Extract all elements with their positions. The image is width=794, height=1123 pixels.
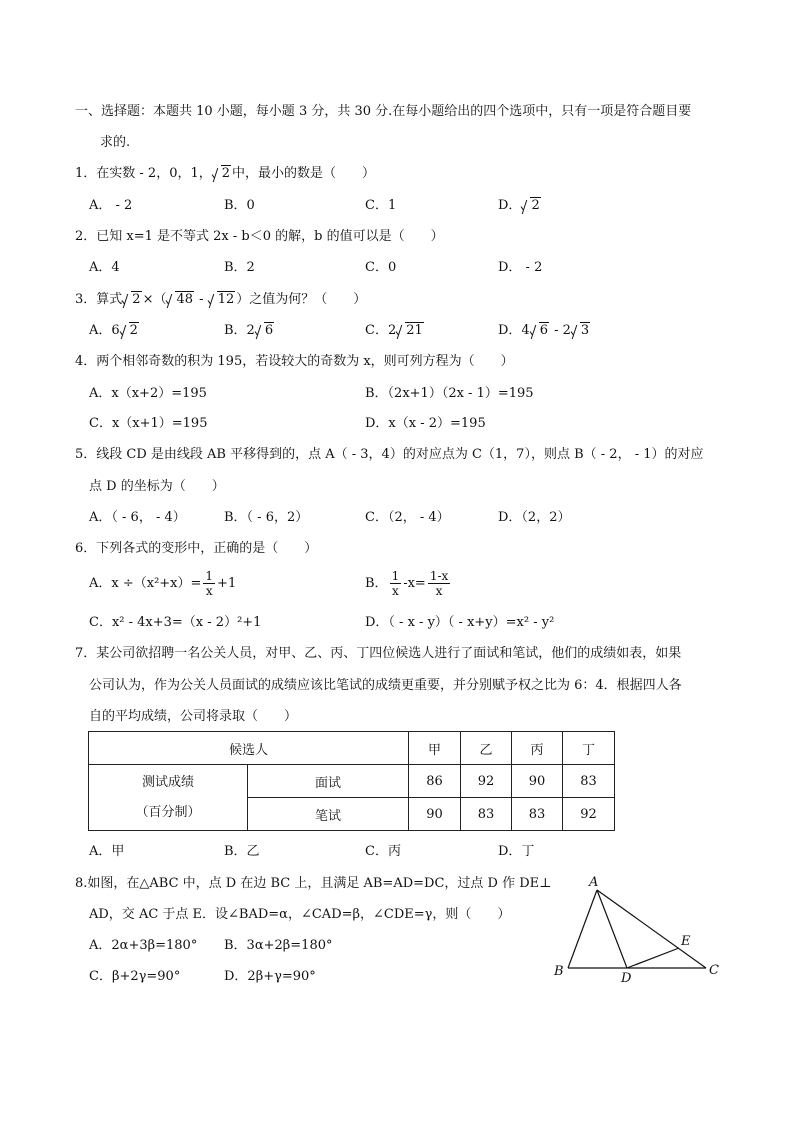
q4-option-c: C．x（x+1）=195 bbox=[89, 416, 208, 431]
q4-option-a: A．x（x+2）=195 bbox=[89, 386, 207, 401]
question-8-stem-line1: 8.如图，在△ABC 中，点 D 在边 BC 上，且满足 AB=AD=DC，过点 D 作 DE⊥ bbox=[75, 876, 552, 891]
question-2-stem: 2．已知 x=1 是不等式 2x - b＜0 的解，b 的值可以是（ ） bbox=[75, 229, 444, 244]
q8-option-c: C．β+2γ=90° bbox=[89, 969, 181, 984]
q1-option-a: A． - 2 bbox=[89, 198, 133, 213]
segment-de bbox=[627, 948, 679, 968]
q8-option-d: D．2β+γ=90° bbox=[224, 969, 316, 984]
q2-option-c: C．0 bbox=[365, 260, 397, 275]
segment-ad bbox=[597, 890, 627, 968]
table-header-cell: 丁 bbox=[563, 732, 615, 765]
q1-stem-text-b: 中，最小的数是（ ） bbox=[232, 166, 376, 181]
scores-table bbox=[88, 731, 615, 831]
label-c: C bbox=[709, 963, 719, 978]
sqrt-symbol: 48 bbox=[166, 291, 194, 309]
table-cell: 86 bbox=[409, 765, 461, 798]
table-cell: 92 bbox=[563, 798, 615, 831]
table-cell: 90 bbox=[512, 765, 563, 798]
q1-option-b: B．0 bbox=[224, 198, 255, 213]
segment-ac bbox=[597, 890, 706, 968]
q6-option-b: B． $\frac{1}{x}$ -x= $\frac{1-x}{x}$ bbox=[365, 569, 449, 598]
table-cell: 83 bbox=[563, 765, 615, 798]
group-label-line2: （百分制） bbox=[135, 804, 201, 820]
q4-option-d: D．x（x - 2）=195 bbox=[365, 416, 486, 431]
label-d: D bbox=[621, 971, 632, 984]
label-e: E bbox=[681, 934, 691, 949]
q7-option-c: C．丙 bbox=[365, 844, 401, 859]
q6-option-c: C．x² - 4x+3=（x - 2）²+1 bbox=[89, 615, 262, 630]
section-header-line2: 求的. bbox=[100, 135, 131, 150]
question-1-stem bbox=[75, 165, 375, 183]
q8-option-b: B．3α+2β=180° bbox=[224, 938, 333, 953]
table-cell: 83 bbox=[512, 798, 563, 831]
q6-option-d: D．（ - x - y）（ - x+y）=x² - y² bbox=[365, 615, 555, 630]
q2-option-d: D． - 2 bbox=[498, 260, 543, 275]
sqrt-symbol: 12 bbox=[208, 291, 236, 309]
q6-option-a: A．x ÷（x²+x）= $\frac{1}{x}$ +1 bbox=[89, 569, 237, 598]
sqrt-symbol: 2 bbox=[122, 291, 141, 309]
q1-option-d: D． 2 bbox=[498, 198, 540, 213]
question-8-stem-line2: AD，交 AC 于点 E．设∠BAD=α，∠CAD=β，∠CDE=γ，则（ ） bbox=[89, 907, 511, 922]
table-header-row bbox=[89, 732, 615, 765]
q3-option-b: B．2 6 bbox=[224, 323, 274, 338]
sqrt-symbol: 2 bbox=[212, 165, 231, 183]
q2-option-a: A．4 bbox=[89, 260, 120, 275]
q3-option-a: A．6 2 bbox=[89, 323, 138, 338]
q5-option-c: C．（2， - 4） bbox=[365, 510, 450, 525]
question-3-stem: 3．算式 2 ×（ 48 - 12 ）之值为何？（ ） bbox=[75, 292, 367, 307]
question-7-stem-line3: 自的平均成绩，公司将录取（ ） bbox=[89, 709, 298, 724]
section-header-line1: 一、选择题：本题共 10 小题，每小题 3 分，共 30 分.在每小题给出的四个选项中，只有一项是符合题目要 bbox=[75, 104, 692, 119]
table-header-cell: 乙 bbox=[461, 732, 512, 765]
q3-option-c: C．2 21 bbox=[365, 323, 423, 338]
fraction: $\frac{1}{x}$ bbox=[205, 569, 214, 598]
sqrt-symbol: 2 bbox=[521, 197, 540, 215]
q5-option-a: A．（ - 6， - 4） bbox=[89, 510, 186, 525]
table-row-label: 笔试 bbox=[248, 798, 409, 831]
fraction: $\frac{1-x}{x}$ bbox=[429, 569, 449, 598]
triangle-figure bbox=[548, 872, 728, 984]
q5-option-d: D．（2，2） bbox=[498, 510, 571, 525]
q2-option-b: B．2 bbox=[224, 260, 255, 275]
q3-option-d: D．4 6 - 2 3 bbox=[498, 323, 590, 338]
label-b: B bbox=[554, 964, 564, 979]
question-4-stem: 4．两个相邻奇数的积为 195，若设较大的奇数为 x，则可列方程为（ ） bbox=[75, 354, 514, 369]
question-5-stem-line1: 5．线段 CD 是由线段 AB 平移得到的，点 A（ - 3，4）的对应点为 C（1，7），则点 B（ - 2， - 1）的对应 bbox=[75, 447, 704, 462]
segment-ab bbox=[568, 890, 597, 968]
question-7-stem-line2: 公司认为，作为公关人员面试的成绩应该比笔试的成绩更重要，并分别赋予权之比为 6：4．根据四人各 bbox=[89, 678, 682, 693]
q5-option-b: B．（ - 6，2） bbox=[224, 510, 309, 525]
question-5-stem-line2: 点 D 的坐标为（ ） bbox=[89, 479, 225, 494]
label-a: A bbox=[589, 875, 599, 890]
q7-option-a: A．甲 bbox=[89, 844, 125, 859]
table-header-cell: 丙 bbox=[512, 732, 563, 765]
table-row-label: 面试 bbox=[248, 765, 409, 798]
table-header-cell: 甲 bbox=[409, 732, 461, 765]
q8-option-a: A．2α+3β=180° bbox=[89, 938, 198, 953]
question-7-stem-line1: 7．某公司欲招聘一名公关人员，对甲、乙、丙、丁四位候选人进行了面试和笔试，他们的成绩如表，如果 bbox=[75, 646, 682, 661]
group-label-line1: 测试成绩 bbox=[141, 774, 194, 790]
table-group-label bbox=[89, 765, 248, 831]
q1-option-c: C．1 bbox=[365, 198, 397, 213]
q1-stem-text-a: 1．在实数 - 2，0，1， bbox=[75, 166, 212, 181]
q7-option-d: D．丁 bbox=[498, 844, 535, 859]
question-6-stem: 6．下列各式的变形中，正确的是（ ） bbox=[75, 541, 318, 556]
table-cell: 83 bbox=[461, 798, 512, 831]
table-cell: 90 bbox=[409, 798, 461, 831]
q4-option-b: B．（2x+1）（2x - 1）=195 bbox=[365, 386, 534, 401]
fraction: $\frac{1}{x}$ bbox=[391, 569, 400, 598]
q7-option-b: B．乙 bbox=[224, 844, 260, 859]
table-header-label: 候选人 bbox=[89, 732, 409, 765]
table-cell: 92 bbox=[461, 765, 512, 798]
table-row bbox=[89, 765, 615, 798]
